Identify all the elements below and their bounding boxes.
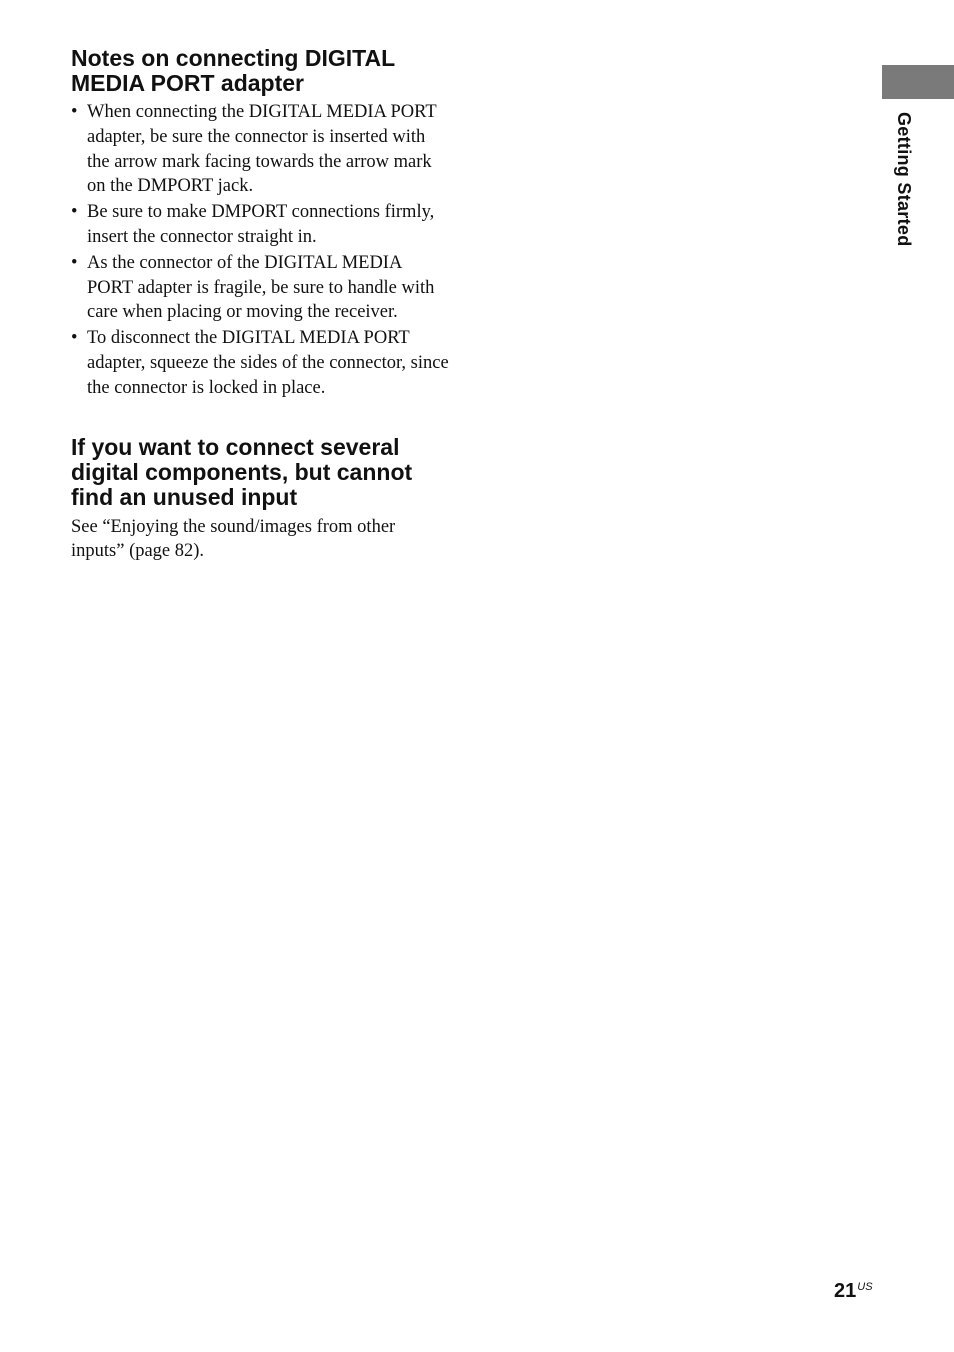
- bullet: •: [71, 252, 78, 273]
- page-number: [834, 1280, 873, 1303]
- page-content: [71, 44, 451, 564]
- chapter-tab-marker: [882, 65, 954, 99]
- list-item-text: When connecting the DIGITAL MEDIA PORT adapter, be sure the connector is inserted with the arrow mark facing towards the arrow mark on the DMPORT jack.: [87, 102, 437, 197]
- bullet: •: [71, 102, 78, 122]
- notes-list: [71, 100, 451, 401]
- list-item-text: As the connector of the DIGITAL MEDIA PORT adapter is fragile, be sure to handle with care when placing or moving the receiver.: [87, 252, 435, 323]
- heading-line: MEDIA PORT adapter: [71, 70, 305, 96]
- list-item: [71, 251, 451, 325]
- list-item-text: To disconnect the DIGITAL MEDIA PORT adapter, squeeze the sides of the connector, since the connector is locked in place.: [87, 328, 449, 398]
- chapter-label: Getting Started: [894, 112, 914, 247]
- heading-line: If you want to connect several: [71, 433, 400, 460]
- heading-line: digital components, but cannot: [71, 458, 413, 485]
- bullet: •: [71, 202, 78, 223]
- heading-line: Notes on connecting DIGITAL: [71, 45, 396, 71]
- section-heading-dmport-notes: [71, 46, 451, 96]
- page-number-suffix: US: [857, 1281, 873, 1293]
- page-number-value: 21: [834, 1280, 857, 1302]
- list-item: [71, 326, 451, 400]
- bullet: •: [71, 328, 78, 349]
- cross-reference-text: See “Enjoying the sound/images from other inputs” (page 82).: [71, 516, 396, 562]
- list-item: [71, 100, 451, 199]
- list-item: [71, 200, 451, 250]
- list-item-text: Be sure to make DMPORT connections firmly, insert the connector straight in.: [87, 202, 435, 247]
- section-heading-unused-input: [71, 435, 451, 510]
- heading-line: find an unused input: [71, 483, 298, 510]
